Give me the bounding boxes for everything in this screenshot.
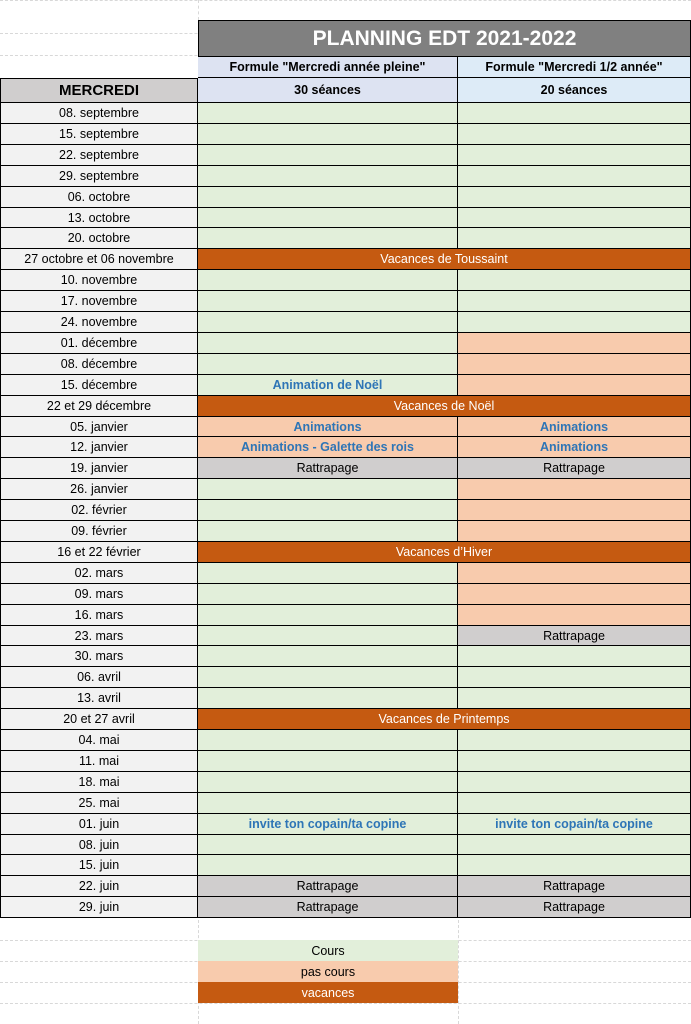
legend-vac: vacances: [198, 982, 458, 1003]
row-date: 18. mai: [0, 772, 198, 793]
row-date: 17. novembre: [0, 291, 198, 312]
col2-cell: [458, 855, 691, 876]
row-date: 09. février: [0, 521, 198, 542]
col2-cell: [458, 479, 691, 500]
col2-cell: Rattrapage: [458, 876, 691, 897]
col2-cell: [458, 208, 691, 228]
col1-cell: [198, 667, 458, 688]
col2-cell: [458, 584, 691, 605]
row-date: 01. décembre: [0, 333, 198, 354]
col2-cell: [458, 333, 691, 354]
col2-cell: [458, 228, 691, 249]
col1-cell: [198, 354, 458, 375]
col1-cell: Animation de Noël: [198, 375, 458, 396]
col2-cell: [458, 772, 691, 793]
col2-cell: [458, 521, 691, 542]
column-2-sessions-header: 20 séances: [458, 78, 691, 103]
col2-cell: [458, 291, 691, 312]
row-date: 20. octobre: [0, 228, 198, 249]
col2-cell: [458, 103, 691, 124]
col1-cell: [198, 270, 458, 291]
row-date: 23. mars: [0, 626, 198, 646]
col1-cell: [198, 793, 458, 814]
col2-cell: Rattrapage: [458, 458, 691, 479]
col2-cell: [458, 166, 691, 187]
vacation-cell: Vacances de Printemps: [198, 709, 691, 730]
row-date: 15. septembre: [0, 124, 198, 145]
vacation-cell: Vacances de Noël: [198, 396, 691, 417]
col1-cell: [198, 835, 458, 855]
row-date: 19. janvier: [0, 458, 198, 479]
col2-cell: [458, 563, 691, 584]
col1-cell: [198, 626, 458, 646]
row-date: 06. octobre: [0, 187, 198, 208]
col2-cell: [458, 145, 691, 166]
row-date: 06. avril: [0, 667, 198, 688]
col2-cell: [458, 187, 691, 208]
gridline: [0, 0, 691, 1]
col1-cell: [198, 772, 458, 793]
page-title: PLANNING EDT 2021-2022: [198, 20, 691, 57]
row-date: 01. juin: [0, 814, 198, 835]
col2-cell: [458, 751, 691, 772]
col1-cell: [198, 730, 458, 751]
col2-cell: invite ton copain/ta copine: [458, 814, 691, 835]
row-date: 08. juin: [0, 835, 198, 855]
legend-pascours: pas cours: [198, 961, 458, 982]
col2-cell: [458, 646, 691, 667]
vacation-cell: Vacances de Toussaint: [198, 249, 691, 270]
vacation-cell: Vacances d’Hiver: [198, 542, 691, 563]
col2-cell: [458, 688, 691, 709]
row-date: 24. novembre: [0, 312, 198, 333]
row-date: 02. février: [0, 500, 198, 521]
row-date: 25. mai: [0, 793, 198, 814]
column-2-formula-header: Formule "Mercredi 1/2 année": [458, 57, 691, 78]
col2-cell: [458, 500, 691, 521]
col1-cell: [198, 333, 458, 354]
col2-cell: [458, 667, 691, 688]
row-date: 16. mars: [0, 605, 198, 626]
row-date: 08. décembre: [0, 354, 198, 375]
col2-cell: [458, 730, 691, 751]
gridline: [458, 920, 459, 1024]
col1-cell: Animations - Galette des rois: [198, 437, 458, 458]
col1-cell: [198, 751, 458, 772]
col2-cell: Animations: [458, 437, 691, 458]
row-date: 29. juin: [0, 897, 198, 918]
col2-cell: Animations: [458, 417, 691, 437]
col2-cell: Rattrapage: [458, 626, 691, 646]
col1-cell: Rattrapage: [198, 897, 458, 918]
col2-cell: [458, 605, 691, 626]
row-date: 30. mars: [0, 646, 198, 667]
row-date: 26. janvier: [0, 479, 198, 500]
col1-cell: [198, 584, 458, 605]
row-date: 22. septembre: [0, 145, 198, 166]
col1-cell: invite ton copain/ta copine: [198, 814, 458, 835]
row-date: 13. octobre: [0, 208, 198, 228]
gridline: [0, 1003, 691, 1004]
row-date: 15. décembre: [0, 375, 198, 396]
col1-cell: [198, 312, 458, 333]
col1-cell: [198, 521, 458, 542]
col1-cell: [198, 208, 458, 228]
row-date: 10. novembre: [0, 270, 198, 291]
col1-cell: [198, 479, 458, 500]
col2-cell: [458, 354, 691, 375]
legend-cours: Cours: [198, 940, 458, 961]
row-date: 11. mai: [0, 751, 198, 772]
row-date: 16 et 22 février: [0, 542, 198, 563]
col2-cell: [458, 793, 691, 814]
row-date: 08. septembre: [0, 103, 198, 124]
row-date: 09. mars: [0, 584, 198, 605]
col1-cell: [198, 124, 458, 145]
col1-cell: Rattrapage: [198, 876, 458, 897]
col1-cell: Animations: [198, 417, 458, 437]
row-date: 04. mai: [0, 730, 198, 751]
col2-cell: [458, 835, 691, 855]
row-date: 29. septembre: [0, 166, 198, 187]
col2-cell: Rattrapage: [458, 897, 691, 918]
col1-cell: [198, 605, 458, 626]
col1-cell: [198, 500, 458, 521]
row-date: 15. juin: [0, 855, 198, 876]
gridline: [198, 0, 199, 20]
col1-cell: Rattrapage: [198, 458, 458, 479]
col1-cell: [198, 688, 458, 709]
column-1-formula-header: Formule "Mercredi année pleine": [198, 57, 458, 78]
col1-cell: [198, 291, 458, 312]
row-date: 02. mars: [0, 563, 198, 584]
row-date: 22 et 29 décembre: [0, 396, 198, 417]
col1-cell: [198, 166, 458, 187]
col1-cell: [198, 228, 458, 249]
row-date: 12. janvier: [0, 437, 198, 458]
col1-cell: [198, 855, 458, 876]
mercredi-header: MERCREDI: [0, 78, 198, 103]
col2-cell: [458, 124, 691, 145]
column-1-sessions-header: 30 séances: [198, 78, 458, 103]
col1-cell: [198, 646, 458, 667]
row-date: 27 octobre et 06 novembre: [0, 249, 198, 270]
row-date: 22. juin: [0, 876, 198, 897]
row-date: 20 et 27 avril: [0, 709, 198, 730]
row-date: 05. janvier: [0, 417, 198, 437]
col1-cell: [198, 563, 458, 584]
col2-cell: [458, 375, 691, 396]
col1-cell: [198, 103, 458, 124]
col2-cell: [458, 312, 691, 333]
row-date: 13. avril: [0, 688, 198, 709]
col1-cell: [198, 145, 458, 166]
col1-cell: [198, 187, 458, 208]
col2-cell: [458, 270, 691, 291]
